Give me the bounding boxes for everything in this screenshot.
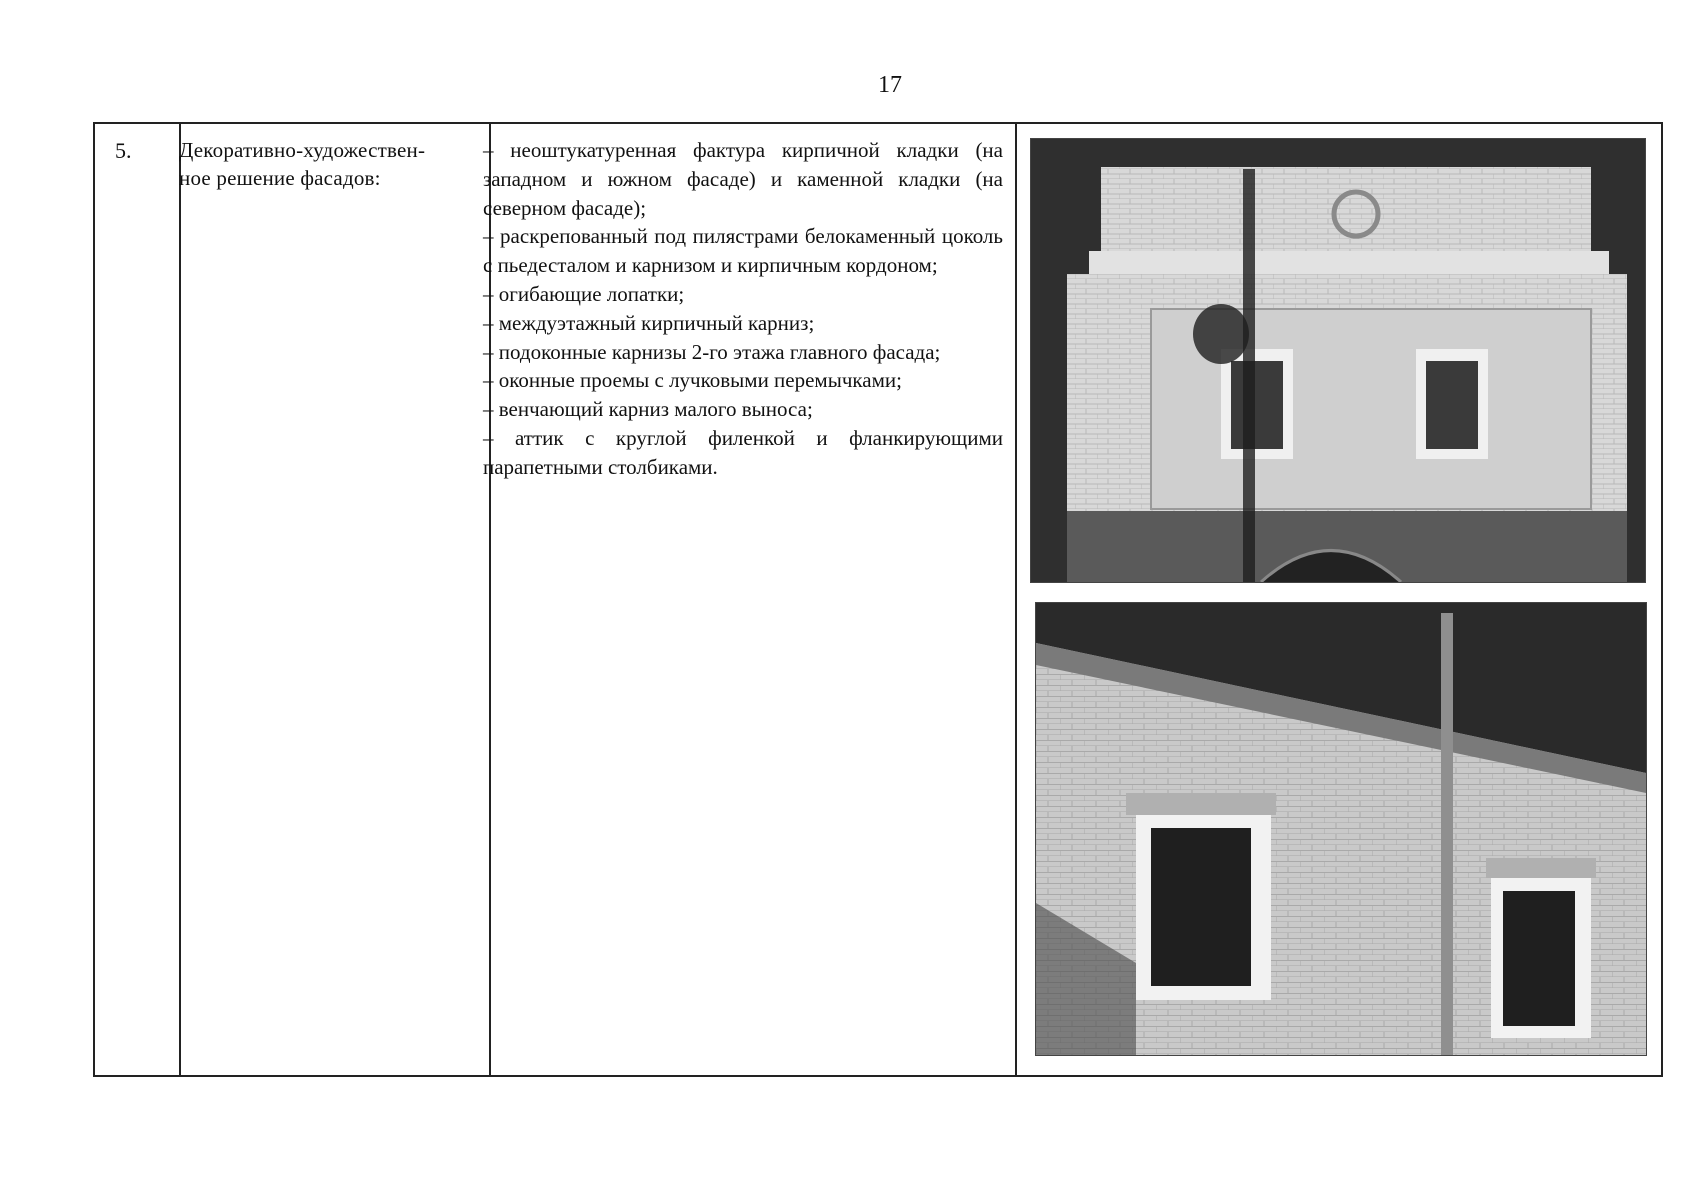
column-divider: [179, 124, 181, 1075]
facade-windows-icon: [1036, 603, 1646, 1055]
row-title: [179, 136, 487, 192]
feature-item: – неоштукатуренная фактура кирпичной кладки (на западном и южном фасаде) и каменной кладки (на северном фасаде);: [483, 138, 1003, 220]
feature-item: – раскрепованный под пилястрами белокаменный цоколь с пьедесталом и карнизом и кирпичным кордоном;: [483, 224, 1003, 278]
photo-facade-attic: [1030, 138, 1646, 583]
facade-table: [93, 122, 1663, 1077]
row-title-line: Декоративно-художествен-: [179, 138, 426, 162]
feature-item: – оконные проемы с лучковыми перемычками;: [483, 368, 902, 393]
feature-item: – огибающие лопатки;: [483, 281, 685, 306]
row-title-line: ное решение фасадов:: [179, 166, 381, 190]
feature-item: – аттик с круглой филенкой и фланкирующими парапетными столбиками.: [483, 425, 1003, 479]
row-number: 5.: [115, 138, 132, 163]
feature-item: – междуэтажный кирпичный карниз;: [483, 310, 815, 335]
facade-attic-icon: [1031, 139, 1645, 582]
photo-facade-windows: [1035, 602, 1647, 1056]
column-divider: [1015, 124, 1017, 1075]
feature-item: – венчающий карниз малого выноса;: [483, 397, 813, 422]
page-number: 17: [878, 72, 902, 98]
feature-item: – подоконные карнизы 2-го этажа главного фасада;: [483, 339, 941, 364]
features-list: [483, 136, 1003, 482]
